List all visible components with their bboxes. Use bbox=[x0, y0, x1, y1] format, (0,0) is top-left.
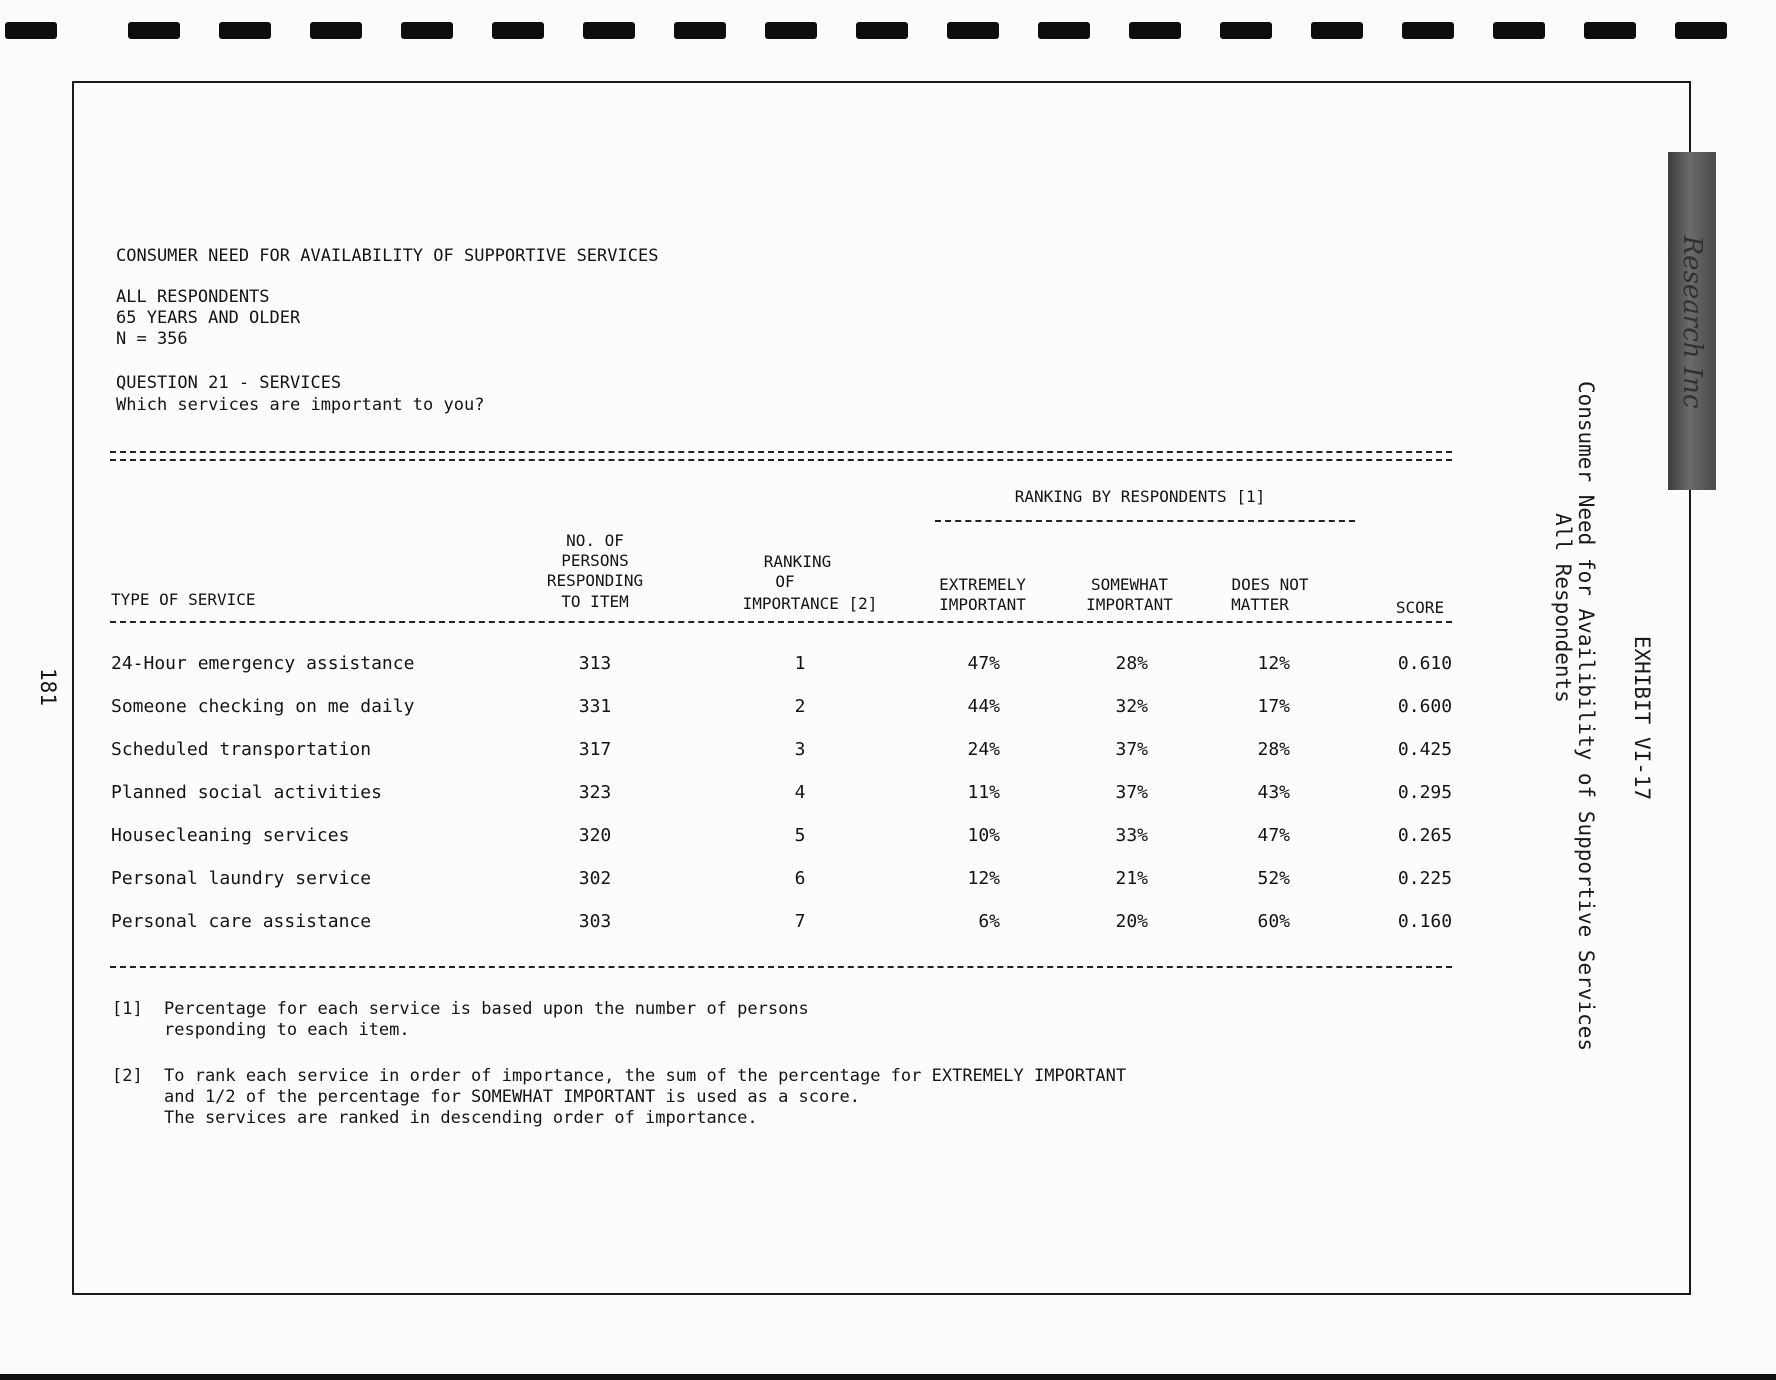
somewhat-important-pct: 20% bbox=[1115, 911, 1148, 932]
service-name: Personal laundry service bbox=[111, 868, 372, 889]
company-logo-strip bbox=[1668, 152, 1716, 490]
sample-size: N = 356 bbox=[116, 329, 188, 349]
extremely-important-pct: 10% bbox=[967, 825, 1000, 846]
extremely-important-pct: 47% bbox=[967, 653, 1000, 674]
punch-hole bbox=[856, 22, 908, 39]
table-row bbox=[0, 867, 1776, 895]
score-value: 0.610 bbox=[1397, 653, 1453, 674]
question-text: Which services are important to you? bbox=[116, 395, 485, 415]
footnote-2-line-3: The services are ranked in descending order of importance. bbox=[164, 1108, 758, 1128]
footnote-2-line-1: To rank each service in order of importance, the sum of the percentage for EXTREMELY IMPORTANT bbox=[164, 1066, 1127, 1086]
scan-bottom-edge bbox=[0, 1374, 1776, 1380]
importance-rank: 1 bbox=[794, 653, 806, 674]
extremely-important-pct: 24% bbox=[967, 739, 1000, 760]
company-logo-text: Research Inc bbox=[1677, 235, 1707, 409]
service-name: Housecleaning services bbox=[111, 825, 350, 846]
persons-responding: 320 bbox=[578, 825, 612, 846]
col-header-some-2: IMPORTANT bbox=[1086, 595, 1173, 614]
col-header-persons-3: RESPONDING bbox=[546, 571, 644, 590]
service-name: Planned social activities bbox=[111, 782, 382, 803]
somewhat-important-pct: 37% bbox=[1115, 739, 1148, 760]
persons-responding: 303 bbox=[578, 911, 612, 932]
punch-hole bbox=[401, 22, 453, 39]
score-value: 0.265 bbox=[1397, 825, 1453, 846]
col-header-some-1: SOMEWHAT bbox=[1090, 575, 1169, 594]
punch-hole bbox=[219, 22, 271, 39]
punch-hole bbox=[5, 22, 57, 39]
does-not-matter-pct: 60% bbox=[1257, 911, 1290, 932]
punch-hole bbox=[1493, 22, 1545, 39]
punch-hole bbox=[1402, 22, 1454, 39]
persons-responding: 302 bbox=[578, 868, 612, 889]
group-underline bbox=[935, 520, 1355, 522]
col-header-rank-3: IMPORTANCE [2] bbox=[742, 594, 878, 613]
exhibit-subtitle: All Respondents bbox=[1551, 513, 1575, 703]
col-header-persons-2: PERSONS bbox=[561, 551, 629, 570]
col-header-service: TYPE OF SERVICE bbox=[111, 590, 256, 609]
service-name: Personal care assistance bbox=[111, 911, 372, 932]
punch-hole bbox=[1584, 22, 1636, 39]
punch-hole bbox=[1129, 22, 1181, 39]
importance-rank: 3 bbox=[794, 739, 806, 760]
does-not-matter-pct: 17% bbox=[1257, 696, 1290, 717]
importance-rank: 4 bbox=[794, 782, 806, 803]
score-value: 0.600 bbox=[1397, 696, 1453, 717]
importance-rank: 5 bbox=[794, 825, 806, 846]
table-row bbox=[0, 738, 1776, 766]
page-number-text: 181 bbox=[36, 668, 60, 706]
score-value: 0.225 bbox=[1397, 868, 1453, 889]
extremely-important-pct: 12% bbox=[967, 868, 1000, 889]
punch-hole bbox=[310, 22, 362, 39]
persons-responding: 323 bbox=[578, 782, 612, 803]
header-rule bbox=[110, 621, 1452, 623]
population-line-2: 65 YEARS AND OLDER bbox=[116, 308, 301, 328]
report-title: CONSUMER NEED FOR AVAILABILITY OF SUPPORTIVE SERVICES bbox=[116, 246, 659, 266]
table-row bbox=[0, 695, 1776, 723]
persons-responding: 331 bbox=[578, 696, 612, 717]
punch-hole bbox=[1311, 22, 1363, 39]
footnote-1-line-2: responding to each item. bbox=[164, 1020, 410, 1040]
col-header-dnm-2: MATTER bbox=[1231, 595, 1289, 614]
does-not-matter-pct: 52% bbox=[1257, 868, 1290, 889]
somewhat-important-pct: 37% bbox=[1115, 782, 1148, 803]
col-header-rank-1: RANKING bbox=[763, 552, 832, 571]
importance-rank: 2 bbox=[794, 696, 806, 717]
table-row bbox=[0, 781, 1776, 809]
score-value: 0.425 bbox=[1397, 739, 1453, 760]
table-bottom-rule bbox=[110, 966, 1452, 968]
population-line-1: ALL RESPONDENTS bbox=[116, 287, 270, 307]
footnote-2-mark: [2] bbox=[112, 1066, 143, 1086]
somewhat-important-pct: 32% bbox=[1115, 696, 1148, 717]
does-not-matter-pct: 43% bbox=[1257, 782, 1290, 803]
importance-rank: 7 bbox=[794, 911, 806, 932]
does-not-matter-pct: 12% bbox=[1257, 653, 1290, 674]
somewhat-important-pct: 33% bbox=[1115, 825, 1148, 846]
service-name: Someone checking on me daily bbox=[111, 696, 415, 717]
col-header-dnm-1: DOES NOT bbox=[1231, 575, 1309, 594]
punch-hole bbox=[765, 22, 817, 39]
punch-hole bbox=[1038, 22, 1090, 39]
col-header-ext-1: EXTREMELY bbox=[939, 575, 1026, 594]
table-row bbox=[0, 652, 1776, 680]
extremely-important-pct: 44% bbox=[967, 696, 1000, 717]
score-value: 0.160 bbox=[1397, 911, 1453, 932]
extremely-important-pct: 6% bbox=[978, 911, 1000, 932]
table-row bbox=[0, 910, 1776, 938]
punch-hole bbox=[1675, 22, 1727, 39]
exhibit-title: Consumer Need for Availibility of Supportive Services bbox=[1574, 380, 1598, 1052]
footnote-2-line-2: and 1/2 of the percentage for SOMEWHAT IMPORTANT is used as a score. bbox=[164, 1087, 860, 1107]
persons-responding: 317 bbox=[578, 739, 612, 760]
table-row bbox=[0, 824, 1776, 852]
somewhat-important-pct: 21% bbox=[1115, 868, 1148, 889]
col-header-ext-2: IMPORTANT bbox=[939, 595, 1026, 614]
punch-hole bbox=[128, 22, 180, 39]
punch-hole bbox=[1220, 22, 1272, 39]
punch-hole bbox=[492, 22, 544, 39]
col-header-persons-1: NO. OF bbox=[566, 531, 624, 550]
col-header-rank-2: OF bbox=[775, 572, 795, 591]
col-header-score: SCORE bbox=[1395, 598, 1445, 617]
footnote-1-mark: [1] bbox=[112, 999, 143, 1019]
extremely-important-pct: 11% bbox=[967, 782, 1000, 803]
footnote-1-line-1: Percentage for each service is based upon the number of persons bbox=[164, 999, 809, 1019]
score-value: 0.295 bbox=[1397, 782, 1453, 803]
punch-hole bbox=[947, 22, 999, 39]
double-rule bbox=[110, 451, 1452, 461]
punch-hole bbox=[674, 22, 726, 39]
exhibit-label: EXHIBIT VI-17 bbox=[1630, 635, 1654, 801]
question-label: QUESTION 21 - SERVICES bbox=[116, 373, 342, 393]
punch-hole bbox=[583, 22, 635, 39]
group-header: RANKING BY RESPONDENTS [1] bbox=[1014, 487, 1266, 506]
tractor-feed-strip bbox=[0, 0, 1776, 60]
does-not-matter-pct: 28% bbox=[1257, 739, 1290, 760]
persons-responding: 313 bbox=[578, 653, 612, 674]
importance-rank: 6 bbox=[794, 868, 806, 889]
service-name: Scheduled transportation bbox=[111, 739, 372, 760]
col-header-persons-4: TO ITEM bbox=[561, 592, 629, 611]
does-not-matter-pct: 47% bbox=[1257, 825, 1290, 846]
somewhat-important-pct: 28% bbox=[1115, 653, 1148, 674]
service-name: 24-Hour emergency assistance bbox=[111, 653, 415, 674]
